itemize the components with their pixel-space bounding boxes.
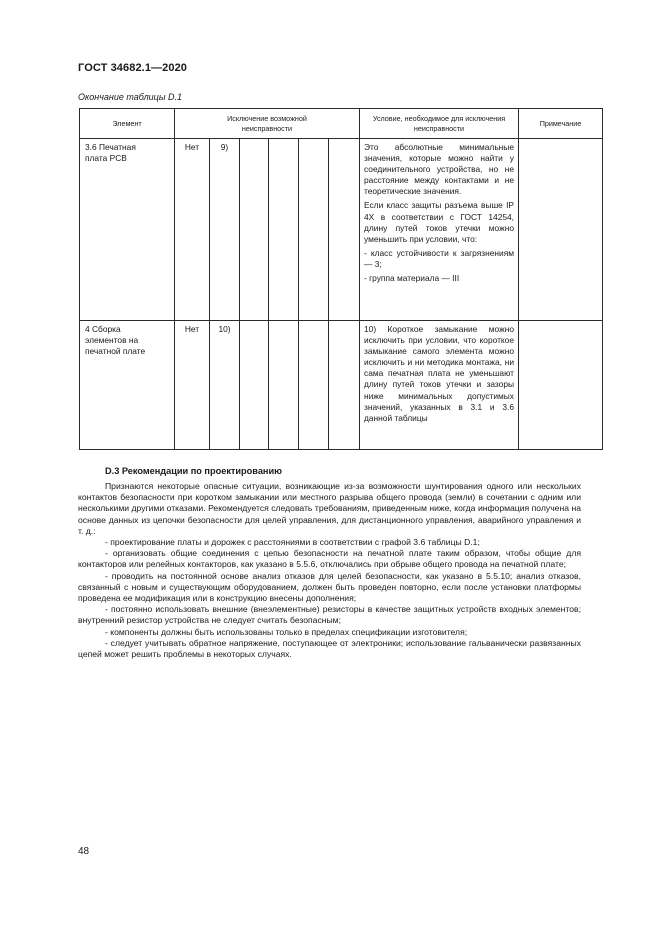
condition-paragraph: 10) Короткое замыкание можно исключить при условии, что короткое замыкание самого элемента можно исключить и ни методика монтажа, ни сама печатная плата не уменьшают длину путей токов утечки и зазоры ниже минимальных допустимых значений, указанных в 3.1 и 3.6 данной таблицы <box>364 324 514 423</box>
empty-cell <box>269 321 299 450</box>
body-paragraph: - организовать общие соединения с цепью безопасности на печатной плате таким образом, чтобы общие для контакторов или релейных контакторов, как указано в 5.5.6, отключались при обрыве общего провода на печатной плате; <box>78 548 581 570</box>
section-body <box>78 481 581 660</box>
row-ref: 9) <box>210 139 240 321</box>
empty-cell <box>269 139 299 321</box>
condition-paragraph: - класс устойчивости к загрязнениям — 3; <box>364 247 514 269</box>
body-paragraph: - проектирование платы и дорожек с расстояниями в соответствии с графой 3.6 таблицы D.1; <box>105 537 480 548</box>
condition-paragraph: - группа материала — III <box>364 273 460 284</box>
row-ref: 10) <box>210 321 240 450</box>
page-number: 48 <box>78 846 90 857</box>
row-condition <box>360 139 519 321</box>
table-row <box>80 321 603 450</box>
section-title: D.3 Рекомендации по проектированию <box>105 466 282 476</box>
body-paragraph: Признаются некоторые опасные ситуации, возникающие из-за возможности шунтирования одного или нескольких контактов безопасности при коротком замыкании или местного разрыва общего провода (земли) в сочетании с одним или несколькими другими отказами. Рекомендуется следовать требованиям, приведенным ниже, когда информация получена на основе данных из цепочки безопасности для целей управления, для дистанционного управления, аварийного управления и т. д.: <box>78 481 581 536</box>
body-paragraph: - компоненты должны быть использованы только в пределах спецификации изготовителя; <box>105 626 468 637</box>
table-header-row <box>80 109 603 139</box>
header-exclusion: Исключение возможной неисправности <box>175 109 360 139</box>
empty-cell <box>329 321 360 450</box>
header-note: Примечание <box>519 109 603 139</box>
table-row <box>80 139 603 321</box>
row-note <box>519 321 603 450</box>
row-note <box>519 139 603 321</box>
row-element: 4 Сборка элементов на печатной плате <box>80 321 175 450</box>
table-caption: Окончание таблицы D.1 <box>78 92 182 102</box>
body-paragraph: - следует учитывать обратное напряжение, поступающее от электроники; использование гальванически развязанных цепей может решить проблемы в некоторых случаях. <box>78 637 581 660</box>
empty-cell <box>299 321 329 450</box>
row-element: 3.6 Печатная плата PCB <box>80 139 175 321</box>
condition-paragraph: Если класс защиты разъема выше IP 4X в соответствии с ГОСТ 14254, длину путей токов утечки можно уменьшить при условии, что: <box>364 200 514 244</box>
body-paragraph: - постоянно использовать внешние (внеэлементные) резисторы в качестве защитных устройств входных элементов; внутренний резистор устройства не следует считать безопасным; <box>78 604 581 626</box>
empty-cell <box>240 139 269 321</box>
empty-cell <box>240 321 269 450</box>
row-exclusion: Нет <box>175 321 210 450</box>
document-header: ГОСТ 34682.1—2020 <box>78 62 188 74</box>
header-condition: Условие, необходимое для исключения неисправности <box>360 109 519 139</box>
row-condition <box>360 321 519 450</box>
header-element: Элемент <box>80 109 175 139</box>
empty-cell <box>329 139 360 321</box>
row-exclusion: Нет <box>175 139 210 321</box>
spec-table <box>79 108 603 450</box>
condition-paragraph: Это абсолютные минимальные значения, которые можно найти у соединительного устройства, но не расстояние между контактами и не теоретические значения. <box>364 142 514 197</box>
body-paragraph: - проводить на постоянной основе анализ отказов для целей безопасности, как указано в 5.5.10; анализ отказов, связанный с новым и существующим оборудованием, должен быть проведен повторно, если после установки платформы проведена ее модификация или в конструкцию внесены дополнения; <box>78 570 581 604</box>
empty-cell <box>299 139 329 321</box>
